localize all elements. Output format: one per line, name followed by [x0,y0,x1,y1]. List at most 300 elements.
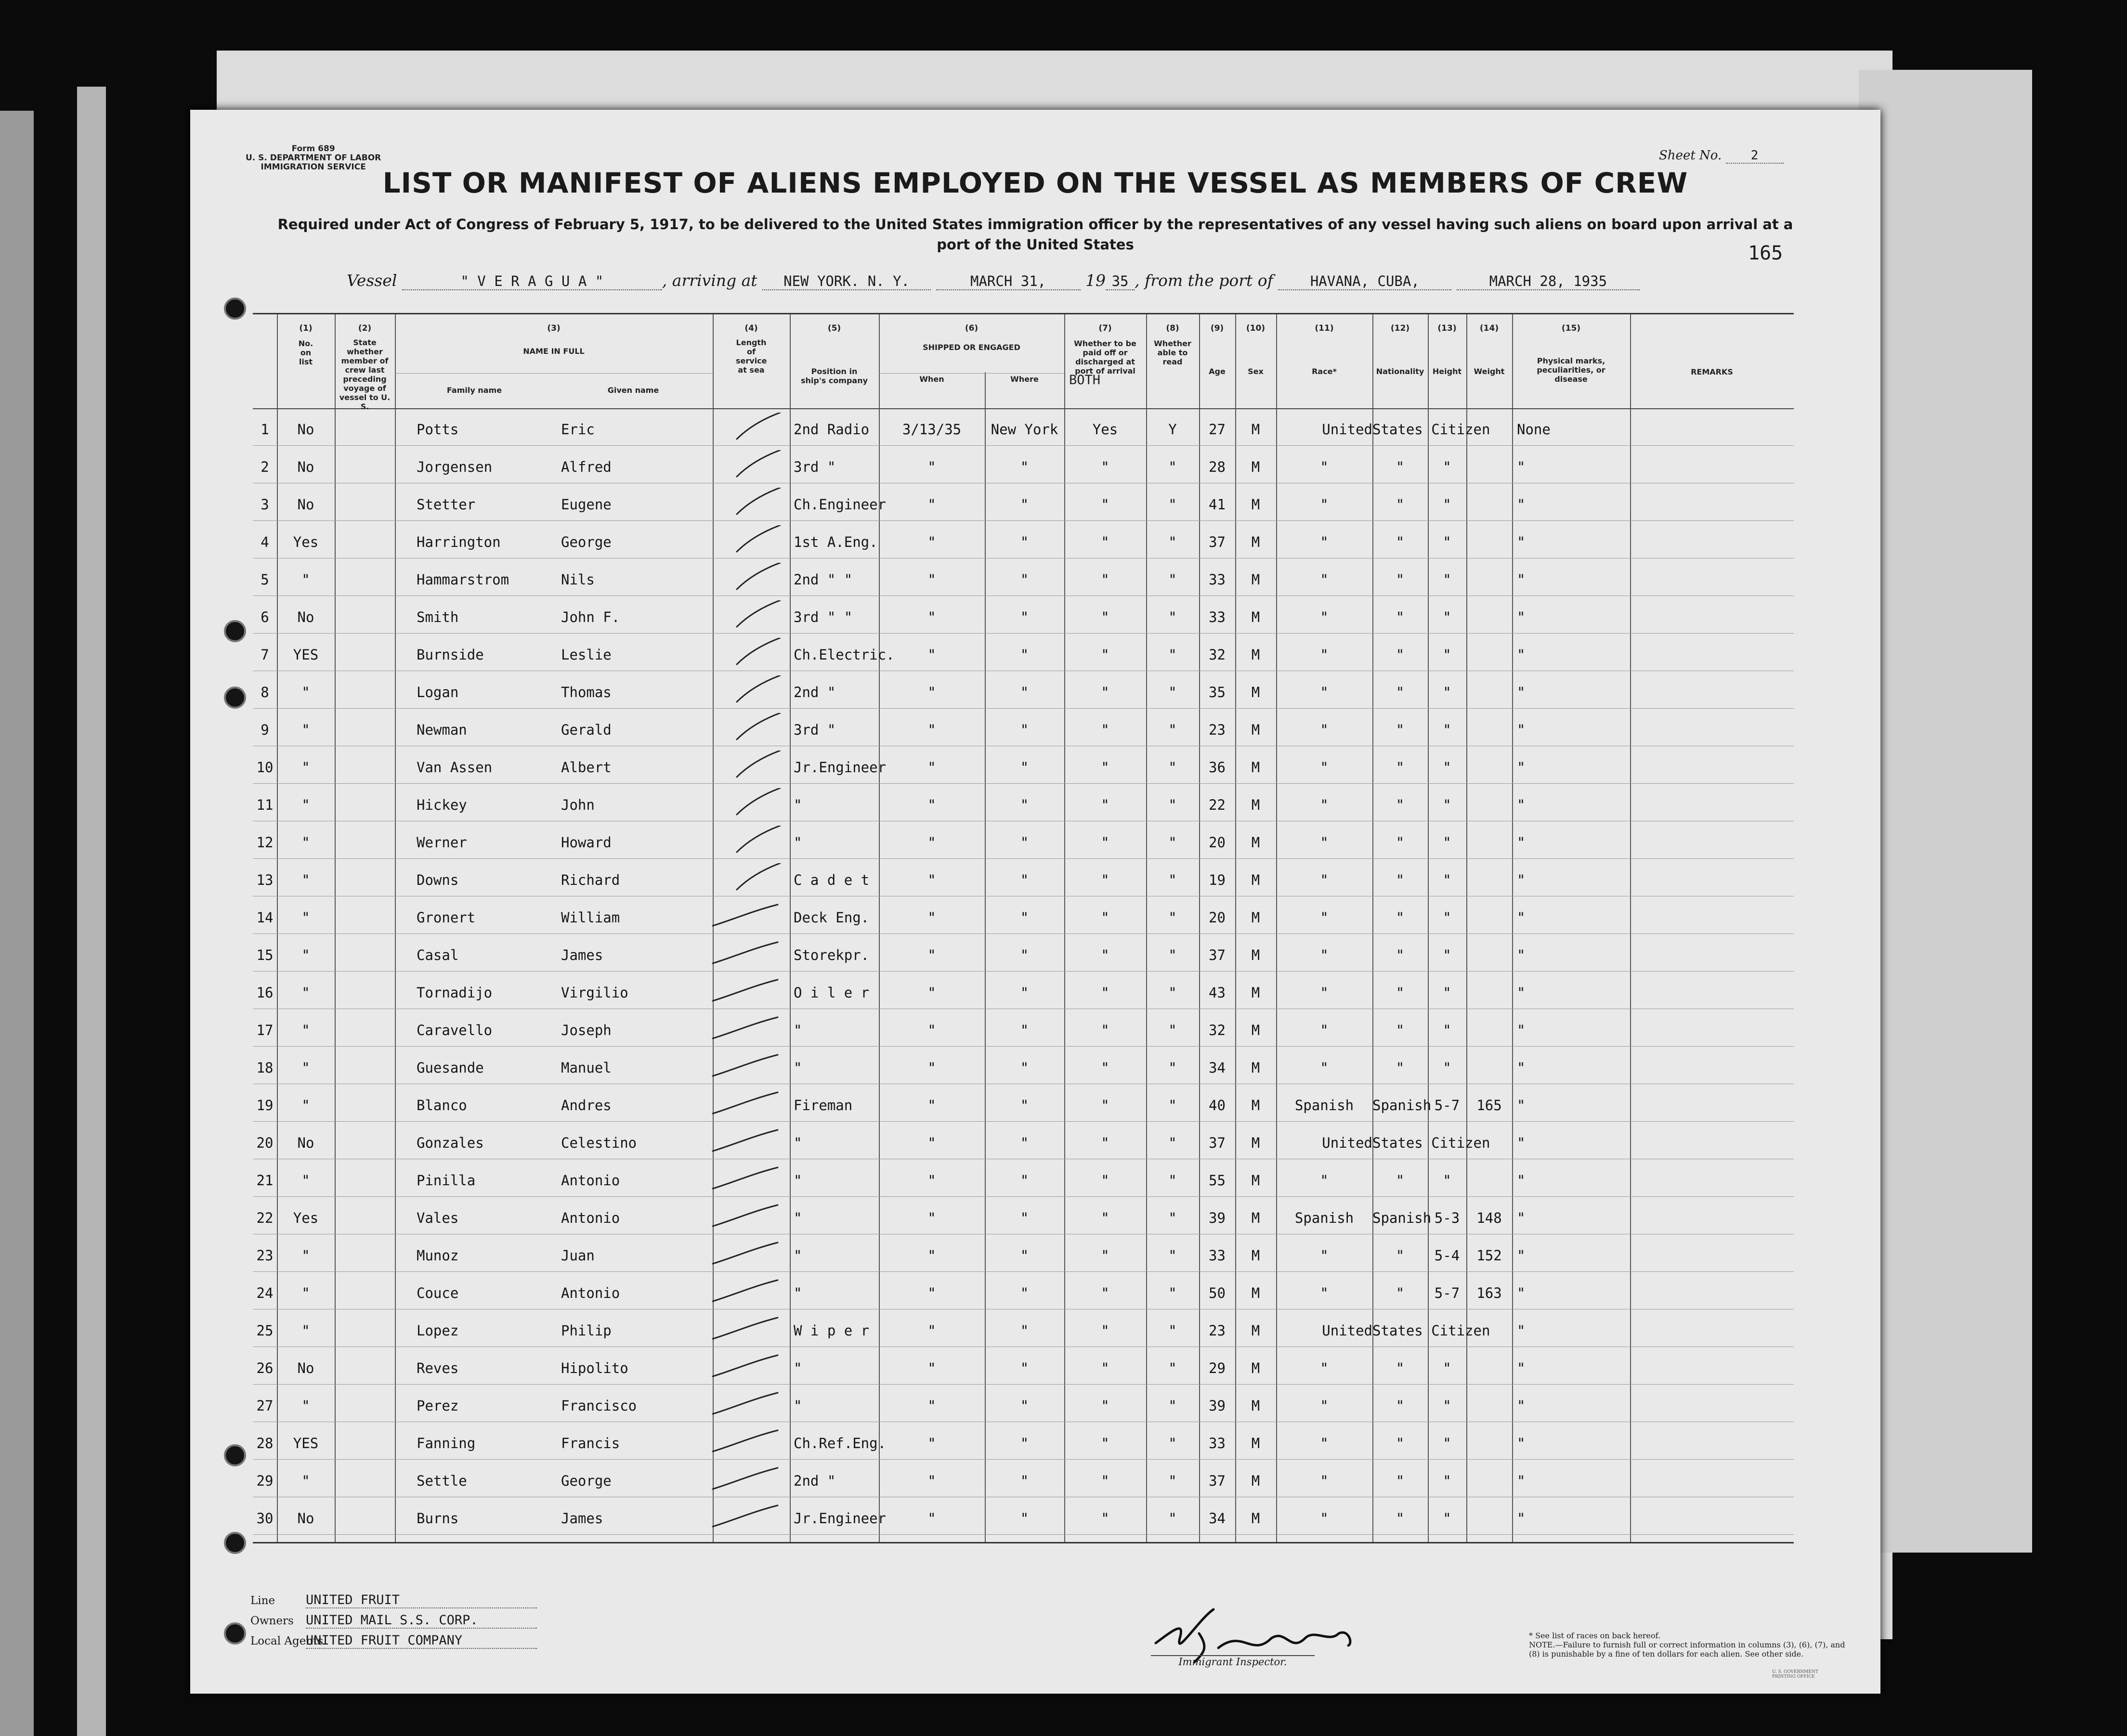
check-mark-icon [708,976,780,1005]
nationality-cell: " [1396,834,1405,851]
paid-off-cell: " [1101,609,1109,625]
previous-voyage-cell: " [301,1022,310,1038]
list-number-cell: 5 [261,571,269,588]
age-cell: 35 [1209,684,1226,700]
given-name-cell: Manuel [561,1060,612,1076]
age-cell: 32 [1209,1022,1226,1038]
race-cell: " [1320,834,1329,851]
nationality-cell: " [1396,1398,1405,1414]
previous-voyage-cell: Yes [293,534,319,550]
list-number-cell: 24 [256,1285,274,1301]
given-name-cell: William [561,909,620,926]
col-title: Height [1432,367,1462,376]
vessel-name: " V E R A G U A " [402,273,662,290]
race-cell: " [1320,459,1329,475]
age-cell: 27 [1209,421,1226,438]
col-title: Whether to be paid off or discharged at port of arrival [1074,339,1136,376]
check-mark-icon [727,488,799,517]
check-mark-icon [708,1464,780,1493]
family-name-cell: Hammarstrom [417,571,509,588]
family-name-cell: Fanning [417,1435,476,1451]
shipped-where-cell: " [1020,834,1029,851]
shipped-when-cell: " [927,1285,936,1301]
check-mark-icon [708,1126,780,1155]
weight-cell [1466,421,1512,438]
punch-hole [224,1532,246,1554]
list-number-cell: 9 [261,722,269,738]
table-row [253,486,1794,521]
able-to-read-cell: " [1168,1360,1177,1376]
check-mark-icon [708,1201,780,1230]
shipped-where-cell: New York [991,421,1058,438]
ship-position-cell: 2nd " [794,684,836,700]
height-cell: " [1443,647,1451,663]
age-cell: 39 [1209,1210,1226,1226]
previous-voyage-cell: " [301,1398,310,1414]
sheet-number-value: 2 [1726,148,1784,164]
weight-cell [1466,534,1512,550]
check-mark-icon [727,600,799,629]
col-header-weight [1466,324,1512,376]
row-rule [253,858,1794,859]
able-to-read-cell: " [1168,1172,1177,1189]
sex-cell: M [1251,459,1260,475]
race-cell: " [1320,496,1329,513]
punch-hole [224,1622,246,1645]
family-name-cell: Casal [417,947,459,963]
table-row [253,861,1794,897]
shipped-where-cell: " [1020,571,1029,588]
age-cell: 33 [1209,571,1226,588]
shipped-when-cell: " [927,571,936,588]
shipped-where-cell: " [1020,1435,1029,1451]
nationality-cell: " [1396,722,1405,738]
height-cell [1428,1135,1466,1151]
owners-row [250,1613,537,1629]
table-row [253,749,1794,784]
family-name-cell: Munoz [417,1247,459,1264]
col-number: (6) [965,324,979,333]
vessel-line [347,271,1640,290]
previous-voyage-cell: No [297,1135,314,1151]
family-name-cell: Stetter [417,496,476,513]
col-title: No. on list [298,339,313,366]
check-mark-icon [708,1164,780,1192]
list-number-cell: 22 [256,1210,274,1226]
shipped-when-cell: " [927,684,936,700]
given-name-cell: John [561,797,595,813]
nationality-cell: Spanish [1372,1097,1432,1114]
age-cell: 20 [1209,909,1226,926]
previous-voyage-cell: " [301,797,310,813]
shipped-when-cell: " [927,534,936,550]
height-cell: 5-7 [1434,1097,1460,1114]
physical-marks-cell: " [1517,1510,1526,1527]
shipped-when-cell: " [927,872,936,888]
physical-marks-cell: " [1517,1172,1526,1189]
able-to-read-cell: " [1168,1247,1177,1264]
table-row [253,1199,1794,1235]
sheet-number-label: Sheet No. [1659,148,1722,163]
weight-cell: 152 [1476,1247,1502,1264]
nationality-cell: " [1396,1435,1405,1451]
row-rule [253,445,1794,446]
list-number-cell: 16 [256,985,274,1001]
able-to-read-cell: " [1168,872,1177,888]
table-row [253,1162,1794,1197]
check-mark-icon [727,713,799,742]
form-number: Form 689 [291,144,335,154]
previous-voyage-cell: " [301,947,310,963]
ship-position-cell: O i l e r [794,985,870,1001]
nationality-cell: " [1396,609,1405,625]
departure-port: HAVANA, CUBA, [1278,273,1451,290]
race-cell: " [1320,1473,1329,1489]
check-mark-icon [708,1389,780,1418]
able-to-read-cell: " [1168,1322,1177,1339]
owners-value: UNITED MAIL S.S. CORP. [306,1613,537,1629]
family-name-cell: Settle [417,1473,467,1489]
nationality-cell: " [1396,647,1405,663]
able-to-read-cell: " [1168,1210,1177,1226]
race-cell: " [1320,1435,1329,1451]
shipped-when-cell: " [927,1022,936,1038]
punch-hole [224,1444,246,1466]
check-mark-icon [727,751,799,779]
age-cell: 32 [1209,647,1226,663]
paid-off-cell: Yes [1092,421,1118,438]
shipped-when-cell: " [927,1398,936,1414]
col-header-shipped [879,324,1064,352]
paid-off-cell: " [1101,496,1109,513]
weight-cell [1466,985,1512,1001]
list-number-cell: 26 [256,1360,274,1376]
nationality-cell: " [1396,1285,1405,1301]
row-rule [253,933,1794,934]
family-name-cell: Hickey [417,797,467,813]
physical-marks-cell: " [1517,496,1526,513]
family-name-cell: Burnside [417,647,484,663]
ship-position-cell: Ch.Ref.Eng. [794,1435,887,1451]
list-number-cell: 2 [261,459,269,475]
line-label: Line [250,1594,275,1607]
shipped-where-cell: " [1020,1285,1029,1301]
paid-off-cell: " [1101,909,1109,926]
col-title: Position in ship's company [800,367,868,385]
col-header-where: Where [1010,375,1039,384]
vessel-label: Vessel [347,271,397,290]
table-row [253,824,1794,859]
punch-hole [224,620,246,642]
previous-voyage-cell: " [301,1322,310,1339]
physical-marks-cell: " [1517,1322,1526,1339]
ship-position-cell: Jr.Engineer [794,759,887,776]
paid-off-cell: " [1101,797,1109,813]
shipped-when-cell: " [927,1210,936,1226]
able-to-read-cell: " [1168,947,1177,963]
able-to-read-cell: " [1168,797,1177,813]
previous-voyage-cell: YES [293,1435,319,1451]
shipped-where-cell: " [1020,872,1029,888]
previous-voyage-cell: " [301,834,310,851]
physical-marks-cell: " [1517,759,1526,776]
height-cell: " [1443,1473,1451,1489]
col-header-prev-member [335,324,395,411]
family-name-cell: Harrington [417,534,501,550]
physical-marks-cell: " [1517,1210,1526,1226]
table-row [253,1500,1794,1535]
family-name-cell: Gonzales [417,1135,484,1151]
age-cell: 50 [1209,1285,1226,1301]
height-cell: " [1443,459,1451,475]
list-number-cell: 13 [256,872,274,888]
col-title: Whether able to read [1154,339,1191,366]
physical-marks-cell: " [1517,1360,1526,1376]
table-row [253,674,1794,709]
race-cell: " [1320,872,1329,888]
age-cell: 22 [1209,797,1226,813]
sex-cell: M [1251,571,1260,588]
height-cell: 5-7 [1434,1285,1460,1301]
sex-cell: M [1251,1097,1260,1114]
shipped-when-cell: " [927,722,936,738]
given-name-cell: Antonio [561,1210,620,1226]
check-mark-icon [727,826,799,855]
paid-off-cell: " [1101,1360,1109,1376]
list-number-cell: 25 [256,1322,274,1339]
physical-marks-cell: " [1517,797,1526,813]
age-cell: 33 [1209,609,1226,625]
weight-cell [1466,1473,1512,1489]
punch-hole [224,298,246,320]
list-number-cell: 7 [261,647,269,663]
given-name-cell: Andres [561,1097,612,1114]
paid-off-cell: " [1101,947,1109,963]
paid-off-cell: " [1101,834,1109,851]
weight-cell [1466,1172,1512,1189]
family-name-cell: Guesande [417,1060,484,1076]
given-name-cell: Eugene [561,496,612,513]
able-to-read-cell: " [1168,1097,1177,1114]
age-cell: 33 [1209,1247,1226,1264]
physical-marks-cell: " [1517,1022,1526,1038]
previous-voyage-cell: " [301,1247,310,1264]
row-rule [253,708,1794,709]
shipped-when-cell: " [927,1097,936,1114]
previous-voyage-cell: " [301,909,310,926]
given-name-cell: Hipolito [561,1360,628,1376]
check-mark-icon [708,901,780,930]
race-cell: Spanish [1294,1097,1354,1114]
height-cell [1428,421,1466,438]
row-rule [253,633,1794,634]
physical-marks-cell: " [1517,1247,1526,1264]
family-name-cell: Downs [417,872,459,888]
arrival-year: 35 [1106,273,1135,290]
col-header-length-service [713,324,790,375]
age-cell: 23 [1209,1322,1226,1339]
check-mark-icon [727,450,799,479]
col-header-family: Family name [446,386,502,395]
paid-off-cell: " [1101,1510,1109,1527]
ship-position-cell: Jr.Engineer [794,1510,887,1527]
sex-cell: M [1251,909,1260,926]
height-cell [1428,1322,1466,1339]
list-number-cell: 21 [256,1172,274,1189]
table-row [253,1124,1794,1160]
sex-cell: M [1251,947,1260,963]
owners-label: Owners [250,1615,294,1627]
age-cell: 43 [1209,985,1226,1001]
physical-marks-cell: " [1517,571,1526,588]
check-mark-icon [708,1051,780,1080]
header-bottom-rule [253,408,1794,409]
agents-label: Local Agents [250,1635,324,1647]
list-number-cell: 27 [256,1398,274,1414]
sex-cell: M [1251,1210,1260,1226]
list-number-cell: 1 [261,421,269,438]
physical-marks-cell: " [1517,872,1526,888]
weight-cell [1466,1135,1512,1151]
table-row [253,598,1794,634]
physical-marks-cell: " [1517,459,1526,475]
able-to-read-cell: " [1168,1022,1177,1038]
list-number-cell: 19 [256,1097,274,1114]
family-name-cell: Smith [417,609,459,625]
row-rule [253,1196,1794,1197]
weight-cell [1466,759,1512,776]
given-name-cell: Eric [561,421,595,438]
physical-marks-cell: " [1517,1285,1526,1301]
film-edge-left-inner [77,87,106,1736]
list-number-cell: 4 [261,534,269,550]
sex-cell: M [1251,1473,1260,1489]
ship-position-cell: Deck Eng. [794,909,870,926]
previous-voyage-cell: Yes [293,1210,319,1226]
list-number-cell: 20 [256,1135,274,1151]
nationality-cell: " [1396,1022,1405,1038]
shipped-when-cell: " [927,609,936,625]
row-rule [253,1534,1794,1535]
weight-cell [1466,1360,1512,1376]
physical-marks-cell: " [1517,647,1526,663]
physical-marks-cell: None [1517,421,1551,438]
family-name-cell: Pinilla [417,1172,476,1189]
table-row [253,1349,1794,1385]
col-title: Age [1209,367,1226,376]
col-header-remarks: REMARKS [1691,367,1733,376]
height-cell: " [1443,1022,1451,1038]
race-cell: " [1320,722,1329,738]
shipped-when-cell: " [927,797,936,813]
list-number-cell: 8 [261,684,269,700]
check-mark-icon [727,413,799,441]
shipped-when-cell: " [927,1360,936,1376]
height-cell: " [1443,947,1451,963]
physical-marks-cell: " [1517,1060,1526,1076]
ship-position-cell: 3rd " [794,722,836,738]
paid-off-cell: " [1101,1473,1109,1489]
shipped-when-cell: " [927,647,936,663]
able-to-read-cell: " [1168,834,1177,851]
height-cell: " [1443,534,1451,550]
sex-cell: M [1251,534,1260,550]
height-cell: " [1443,759,1451,776]
col-number: (2) [358,324,372,333]
film-edge-left [0,111,34,1736]
physical-marks-cell: " [1517,1435,1526,1451]
col-number: (10) [1246,324,1266,333]
weight-cell [1466,1510,1512,1527]
age-cell: 20 [1209,834,1226,851]
list-number-cell: 10 [256,759,274,776]
table-row [253,974,1794,1010]
paid-off-note: BOTH [1069,373,1101,388]
able-to-read-cell: " [1168,571,1177,588]
given-name-cell: Juan [561,1247,595,1264]
shipped-where-cell: " [1020,797,1029,813]
col-title: Sex [1248,367,1264,376]
given-name-cell: James [561,947,603,963]
able-to-read-cell: " [1168,1435,1177,1451]
given-name-cell: Nils [561,571,595,588]
able-to-read-cell: " [1168,1510,1177,1527]
row-rule [253,783,1794,784]
list-number-cell: 29 [256,1473,274,1489]
shipped-when-cell: " [927,459,936,475]
race-cell: " [1320,1022,1329,1038]
col-header-sex [1235,324,1276,376]
age-cell: 19 [1209,872,1226,888]
col-header-age [1199,324,1235,376]
paid-off-cell: " [1101,722,1109,738]
nationality-cell: " [1396,1360,1405,1376]
paid-off-cell: " [1101,1135,1109,1151]
paid-off-cell: " [1101,534,1109,550]
able-to-read-cell: " [1168,1473,1177,1489]
family-name-cell: Newman [417,722,467,738]
col-number: (14) [1479,324,1499,333]
sex-cell: M [1251,985,1260,1001]
able-to-read-cell: " [1168,459,1177,475]
age-cell: 29 [1209,1360,1226,1376]
weight-cell [1466,647,1512,663]
check-mark-icon [727,788,799,817]
ship-position-cell: " [794,1210,802,1226]
row-rule [253,1384,1794,1385]
weight-cell [1466,1022,1512,1038]
age-cell: 37 [1209,1473,1226,1489]
given-name-cell: Leslie [561,647,612,663]
paid-off-cell: " [1101,1322,1109,1339]
family-name-cell: Tornadijo [417,985,493,1001]
sex-cell: M [1251,609,1260,625]
table-row [253,1425,1794,1460]
shipped-where-cell: " [1020,722,1029,738]
check-mark-icon [708,938,780,967]
ship-position-cell: " [794,1022,802,1038]
table-row [253,1274,1794,1310]
previous-voyage-cell: No [297,1360,314,1376]
age-cell: 37 [1209,534,1226,550]
able-to-read-cell: " [1168,647,1177,663]
weight-cell [1466,722,1512,738]
shipped-where-cell: " [1020,534,1029,550]
row-rule [253,971,1794,972]
given-name-cell: Virgilio [561,985,628,1001]
printer-imprint: U. S. GOVERNMENT PRINTING OFFICE [1772,1670,1818,1679]
family-name-cell: Werner [417,834,467,851]
